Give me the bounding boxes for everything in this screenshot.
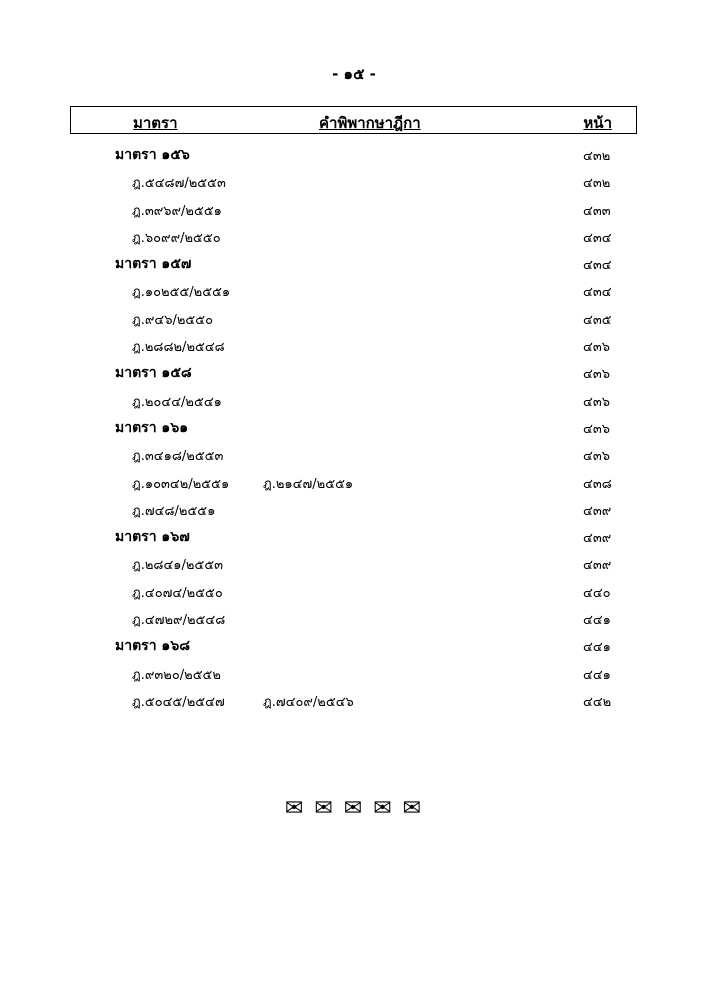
- page-reference: ๔๓๖: [583, 449, 610, 465]
- ruling-row: [0, 195, 708, 222]
- page-reference: ๔๓๙: [583, 503, 612, 519]
- ruling-reference: ฎ.๙๔๖/๒๕๕๐: [132, 312, 214, 328]
- section-row: [0, 140, 708, 167]
- ruling-reference: ฎ.๔๐๗๔/๒๕๕๐: [132, 585, 223, 601]
- page-reference: ๔๓๔: [583, 230, 612, 246]
- section-label: มาตรา ๑๕๗: [115, 256, 192, 273]
- ruling-row: [0, 495, 708, 522]
- ruling-row: [0, 468, 708, 495]
- page-reference: ๔๔๐: [583, 585, 611, 601]
- ruling-row: [0, 659, 708, 686]
- section-label: มาตรา ๑๕๖: [115, 147, 190, 163]
- section-row: [0, 249, 708, 276]
- page-reference: ๔๓๔: [583, 285, 612, 301]
- index-list: [0, 140, 708, 713]
- ruling-reference: ฎ.๒๘๔๑/๒๕๕๓: [132, 558, 224, 574]
- ruling-reference: ฎ.๓๔๑๘/๒๕๕๓: [132, 449, 224, 465]
- section-row: [0, 631, 708, 658]
- ruling-reference-secondary: ฎ.๗๔๐๙/๒๕๔๖: [263, 694, 354, 710]
- ruling-row: [0, 167, 708, 194]
- ruling-reference: ฎ.๕๐๔๕/๒๕๔๗: [132, 694, 225, 710]
- page-reference: ๔๓๘: [583, 476, 612, 492]
- page-reference: ๔๓๖: [583, 394, 610, 410]
- ruling-row: [0, 276, 708, 303]
- page-reference: ๔๔๑: [583, 613, 611, 629]
- ruling-row: [0, 686, 708, 713]
- section-label: มาตรา ๑๖๑: [115, 419, 189, 436]
- ruling-reference: ฎ.๔๗๒๙/๒๕๔๘: [132, 613, 226, 629]
- ruling-row: [0, 222, 708, 249]
- section-label: มาตรา ๑๖๗: [115, 529, 190, 546]
- page-reference: ๔๓๖: [583, 367, 610, 383]
- page-reference: ๔๓๔: [583, 258, 612, 274]
- ruling-reference: ฎ.๑๐๒๕๕/๒๕๕๑: [132, 285, 231, 301]
- page-reference: ๔๓๓: [583, 203, 611, 219]
- ruling-row: [0, 304, 708, 331]
- header-section-label: มาตรา: [133, 114, 178, 132]
- page-reference: ๔๓๖: [583, 421, 610, 437]
- section-row: [0, 522, 708, 549]
- page-reference: ๔๓๕: [583, 312, 612, 328]
- page-reference: ๔๓๒: [583, 149, 611, 164]
- ruling-row: [0, 331, 708, 358]
- section-row: [0, 413, 708, 440]
- ruling-reference: ฎ.๑๐๓๔๒/๒๕๕๑: [132, 476, 230, 492]
- section-label: มาตรา ๑๕๘: [115, 365, 192, 382]
- table-header: [70, 106, 637, 134]
- header-ruling-label: คำพิพากษาฎีกา: [319, 114, 421, 132]
- ruling-row: [0, 549, 708, 576]
- ruling-row: [0, 577, 708, 604]
- ruling-reference: ฎ.๒๐๔๔/๒๕๔๑: [132, 394, 222, 410]
- section-row: [0, 358, 708, 385]
- page-number: - ๑๕ -: [332, 65, 376, 83]
- ruling-reference-secondary: ฎ.๒๑๔๗/๒๕๕๑: [263, 476, 354, 492]
- page-reference: ๔๔๑: [583, 667, 611, 683]
- ruling-row: [0, 604, 708, 631]
- ruling-row: [0, 440, 708, 467]
- footer-ornament: ✉ ✉ ✉ ✉ ✉: [284, 796, 424, 821]
- page-reference: ๔๔๒: [583, 694, 612, 710]
- ruling-reference: ฎ.๙๓๒๐/๒๕๕๒: [132, 667, 221, 683]
- ruling-row: [0, 386, 708, 413]
- ruling-reference: ฎ.๗๔๘/๒๕๕๑: [132, 503, 216, 519]
- page-reference: ๔๓๒: [583, 176, 611, 192]
- page-reference: ๔๓๙: [583, 531, 612, 547]
- section-label: มาตรา ๑๖๘: [115, 638, 191, 655]
- ruling-reference: ฎ.๖๐๙๙/๒๕๕๐: [132, 230, 221, 246]
- page-reference: ๔๔๑: [583, 640, 611, 656]
- ruling-reference: ฎ.๒๘๘๒/๒๕๔๘: [132, 340, 225, 356]
- ruling-reference: ฎ.๕๔๘๗/๒๕๕๓: [132, 176, 226, 192]
- page-reference: ๔๓๖: [583, 340, 610, 356]
- ruling-reference: ฎ.๓๙๖๙/๒๕๕๑: [132, 203, 222, 219]
- header-page-label: หน้า: [583, 114, 612, 132]
- page-reference: ๔๓๙: [583, 558, 612, 574]
